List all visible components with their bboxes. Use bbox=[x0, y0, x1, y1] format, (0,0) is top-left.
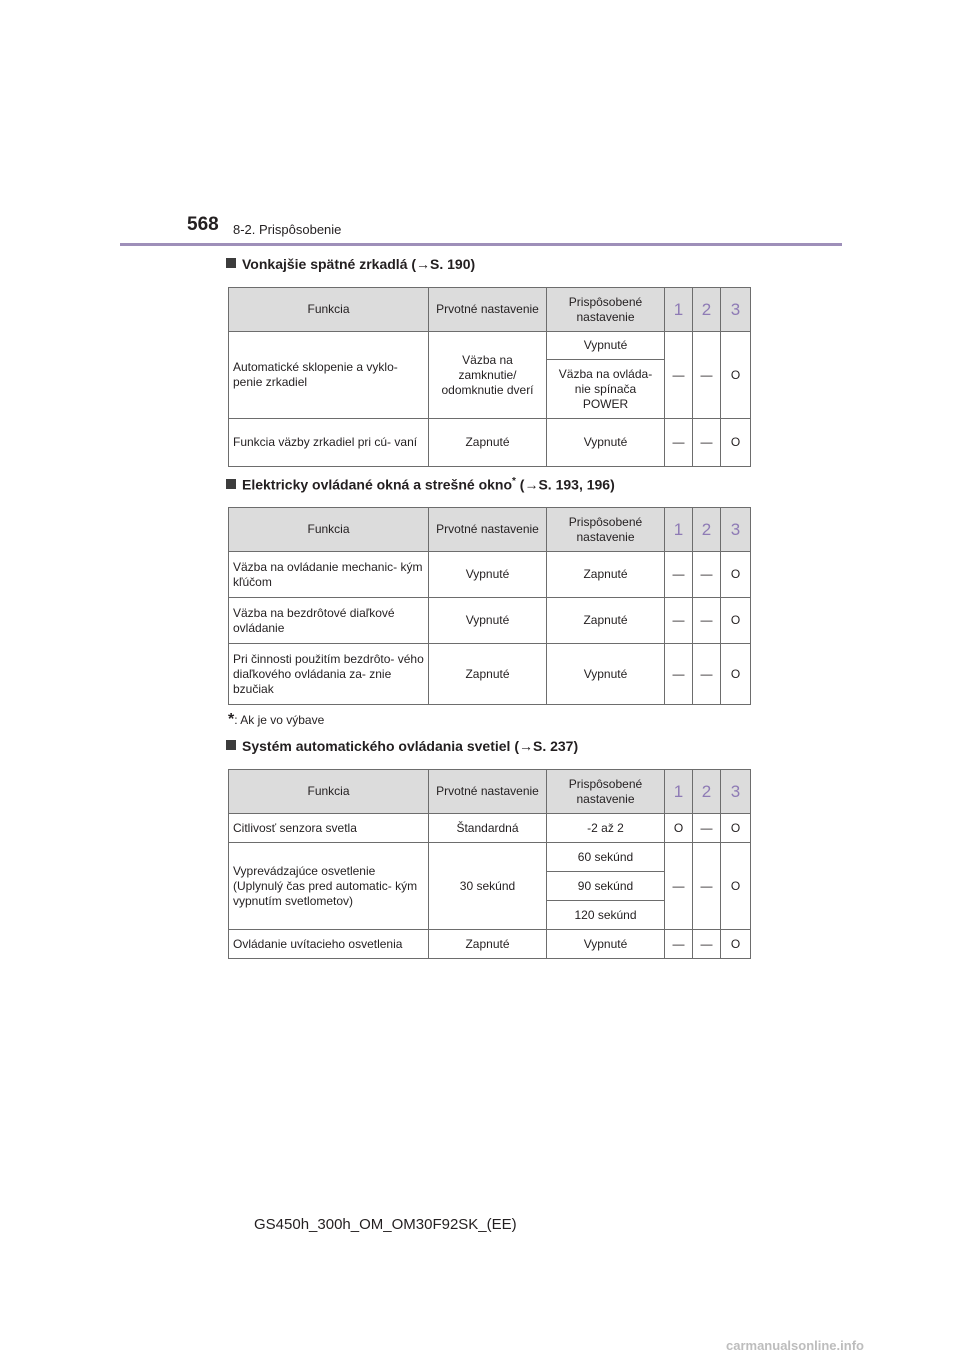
cell-mark-3: O bbox=[721, 598, 751, 644]
cell-mark-1: — bbox=[665, 930, 693, 959]
cell-funkcia: Automatické sklopenie a vyklo- penie zrkadiel bbox=[229, 332, 429, 419]
cell-prisposobene: Zapnuté bbox=[547, 598, 665, 644]
number-3-icon: 3 bbox=[721, 770, 751, 814]
cell-mark-3: O bbox=[721, 930, 751, 959]
table-lights bbox=[228, 769, 751, 959]
cell-mark-1: — bbox=[665, 332, 693, 419]
number-2-icon: 2 bbox=[693, 288, 721, 332]
table-row bbox=[229, 552, 751, 598]
section-title: 8-2. Prispôsobenie bbox=[233, 222, 342, 237]
footnote: *: Ak je vo výbave bbox=[228, 711, 325, 728]
cell-prvotne: Vypnuté bbox=[429, 552, 547, 598]
section-heading-mirrors: Vonkajšie spätné zrkadlá (→S. 190) bbox=[226, 256, 475, 272]
table-row bbox=[229, 419, 751, 467]
number-1-icon: 1 bbox=[665, 770, 693, 814]
table-row bbox=[229, 644, 751, 705]
table-row bbox=[229, 843, 751, 872]
cell-mark-2: — bbox=[693, 930, 721, 959]
col-header-prisposobene: Prispôsobené nastavenie bbox=[547, 288, 665, 332]
cell-funkcia: Ovládanie uvítacieho osvetlenia bbox=[229, 930, 429, 959]
cell-mark-2: — bbox=[693, 843, 721, 930]
cell-prisposobene: 90 sekúnd bbox=[547, 872, 665, 901]
cell-funkcia: Väzba na bezdrôtové diaľkové ovládanie bbox=[229, 598, 429, 644]
cell-mark-2: — bbox=[693, 419, 721, 467]
cell-mark-1: — bbox=[665, 598, 693, 644]
number-2-icon: 2 bbox=[693, 770, 721, 814]
table-row bbox=[229, 332, 751, 360]
section-heading-windows: Elektricky ovládané okná a strešné okno* (→S. 193, 196) bbox=[226, 476, 615, 493]
cell-mark-2: — bbox=[693, 332, 721, 419]
col-header-funkcia: Funkcia bbox=[229, 770, 429, 814]
cell-prisposobene: Vypnuté bbox=[547, 332, 665, 360]
cell-mark-1: O bbox=[665, 814, 693, 843]
cell-prisposobene: 60 sekúnd bbox=[547, 843, 665, 872]
watermark: carmanualsonline.info bbox=[726, 1338, 864, 1353]
cell-funkcia: Pri činnosti použitím bezdrôto- vého diaľkového ovládania za- znie bzučiak bbox=[229, 644, 429, 705]
cell-prisposobene: Vypnuté bbox=[547, 419, 665, 467]
cell-mark-2: — bbox=[693, 598, 721, 644]
square-bullet-icon bbox=[226, 258, 236, 268]
col-header-funkcia: Funkcia bbox=[229, 288, 429, 332]
table-row bbox=[229, 598, 751, 644]
cell-prvotne: Štandardná bbox=[429, 814, 547, 843]
cell-prisposobene: -2 až 2 bbox=[547, 814, 665, 843]
cell-prisposobene: Väzba na ovláda- nie spínača POWER bbox=[547, 360, 665, 419]
cell-prvotne: Väzba na zamknutie/ odomknutie dverí bbox=[429, 332, 547, 419]
cell-mark-3: O bbox=[721, 814, 751, 843]
cell-prvotne: Zapnuté bbox=[429, 930, 547, 959]
square-bullet-icon bbox=[226, 479, 236, 489]
cell-mark-1: — bbox=[665, 419, 693, 467]
cell-prvotne: Zapnuté bbox=[429, 644, 547, 705]
number-1-icon: 1 bbox=[665, 288, 693, 332]
cell-prvotne: Vypnuté bbox=[429, 598, 547, 644]
number-2-icon: 2 bbox=[693, 508, 721, 552]
document-code: GS450h_300h_OM_OM30F92SK_(EE) bbox=[254, 1216, 517, 1233]
number-3-icon: 3 bbox=[721, 288, 751, 332]
cell-funkcia: Väzba na ovládanie mechanic- kým kľúčom bbox=[229, 552, 429, 598]
cell-funkcia: Citlivosť senzora svetla bbox=[229, 814, 429, 843]
table-row bbox=[229, 814, 751, 843]
table-header-row bbox=[229, 770, 751, 814]
cell-mark-3: O bbox=[721, 332, 751, 419]
cell-mark-1: — bbox=[665, 552, 693, 598]
col-header-prvotne: Prvotné nastavenie bbox=[429, 508, 547, 552]
col-header-prisposobene: Prispôsobené nastavenie bbox=[547, 770, 665, 814]
col-header-funkcia: Funkcia bbox=[229, 508, 429, 552]
cell-funkcia: Funkcia väzby zrkadiel pri cú- vaní bbox=[229, 419, 429, 467]
section-heading-lights: Systém automatického ovládania svetiel (→S. 237) bbox=[226, 738, 578, 754]
table-windows bbox=[228, 507, 751, 705]
cell-prisposobene: Vypnuté bbox=[547, 930, 665, 959]
cell-mark-2: — bbox=[693, 644, 721, 705]
cell-mark-2: — bbox=[693, 814, 721, 843]
number-3-icon: 3 bbox=[721, 508, 751, 552]
cell-mark-2: — bbox=[693, 552, 721, 598]
cell-mark-1: — bbox=[665, 644, 693, 705]
cell-prisposobene: 120 sekúnd bbox=[547, 901, 665, 930]
cell-prisposobene: Vypnuté bbox=[547, 644, 665, 705]
cell-mark-3: O bbox=[721, 843, 751, 930]
page-number: 568 bbox=[187, 214, 219, 235]
cell-mark-3: O bbox=[721, 552, 751, 598]
number-1-icon: 1 bbox=[665, 508, 693, 552]
table-row bbox=[229, 930, 751, 959]
cell-prvotne: 30 sekúnd bbox=[429, 843, 547, 930]
cell-prvotne: Zapnuté bbox=[429, 419, 547, 467]
header-rule bbox=[120, 243, 842, 246]
cell-prisposobene: Zapnuté bbox=[547, 552, 665, 598]
col-header-prisposobene: Prispôsobené nastavenie bbox=[547, 508, 665, 552]
col-header-prvotne: Prvotné nastavenie bbox=[429, 770, 547, 814]
table-header-row bbox=[229, 288, 751, 332]
table-header-row bbox=[229, 508, 751, 552]
table-mirrors bbox=[228, 287, 751, 467]
square-bullet-icon bbox=[226, 740, 236, 750]
cell-funkcia: Vyprevádzajúce osvetlenie (Uplynulý čas pred automatic- kým vypnutím svetlometov) bbox=[229, 843, 429, 930]
cell-mark-3: O bbox=[721, 644, 751, 705]
cell-mark-3: O bbox=[721, 419, 751, 467]
col-header-prvotne: Prvotné nastavenie bbox=[429, 288, 547, 332]
cell-mark-1: — bbox=[665, 843, 693, 930]
